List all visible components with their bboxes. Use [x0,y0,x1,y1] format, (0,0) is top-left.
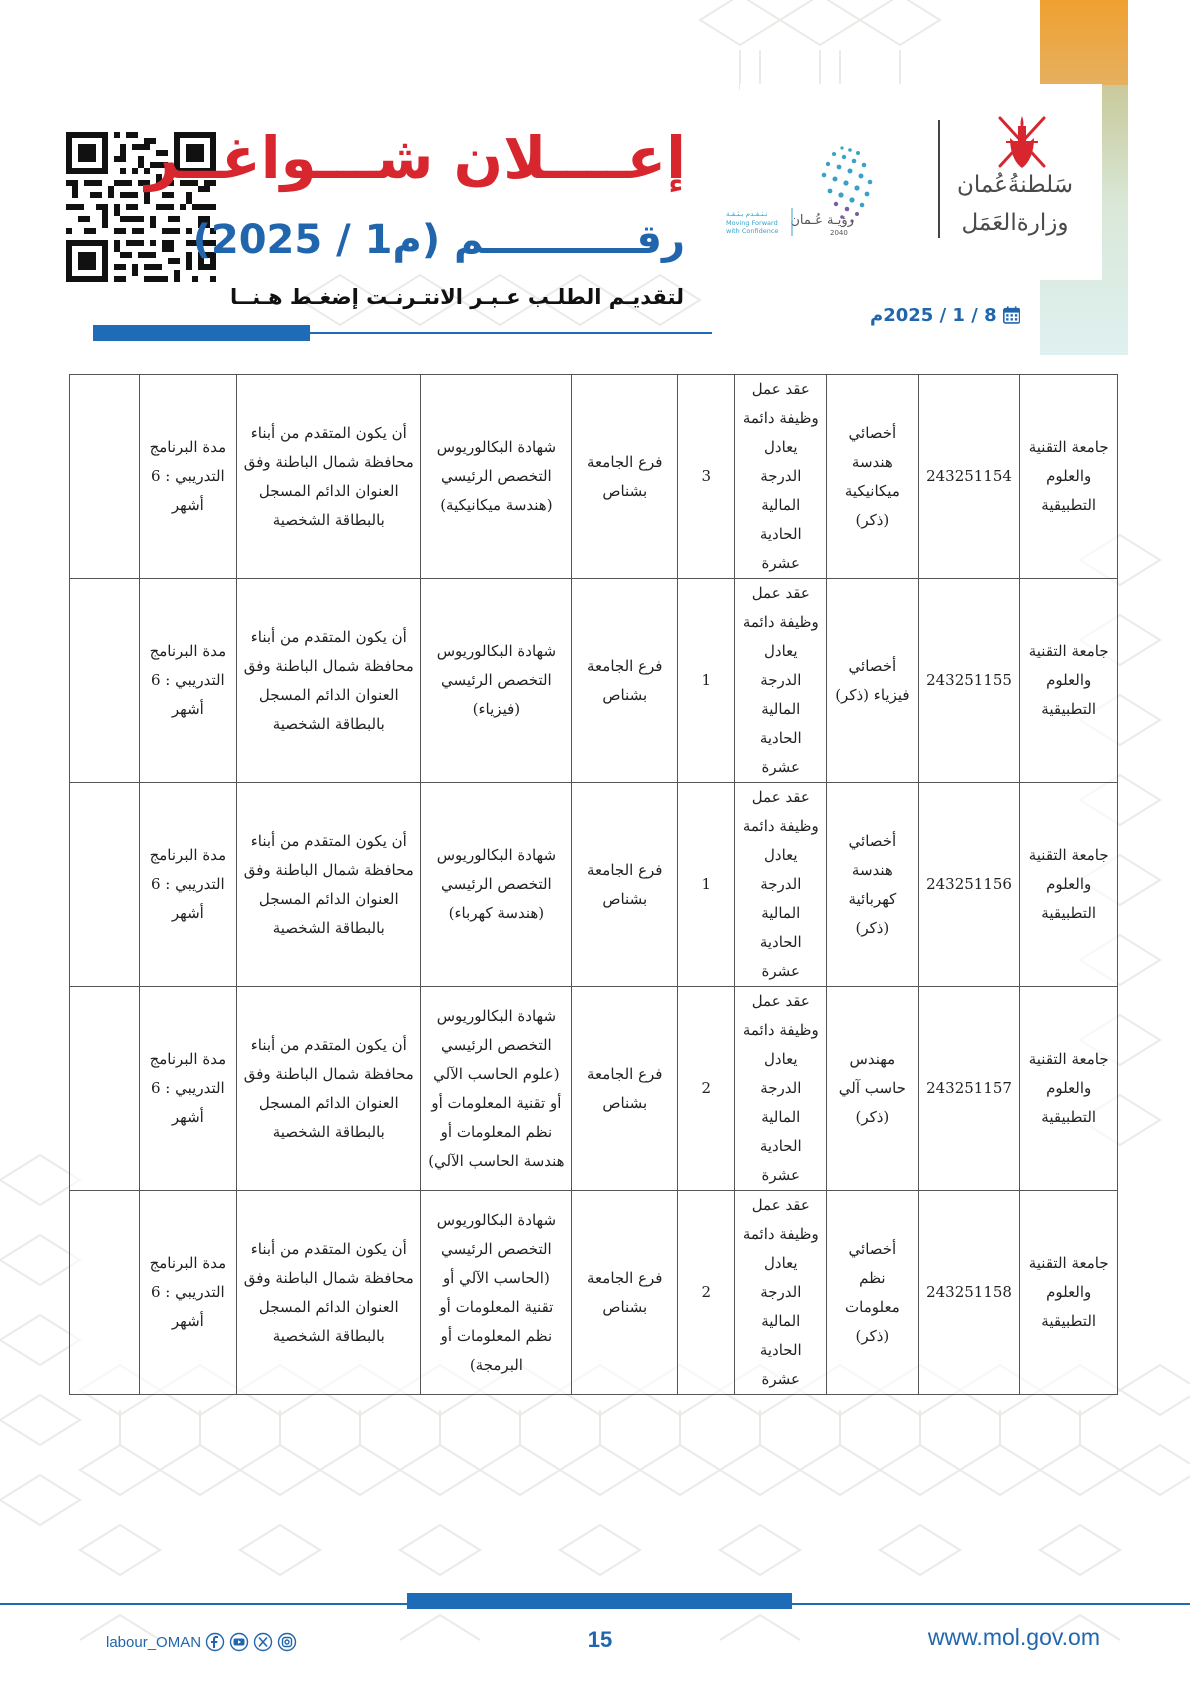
cell-contract: عقد عمل وظيفة دائمة يعادل الدرجة المالية الحادية عشرة [735,783,827,987]
calendar-icon [1003,304,1020,326]
page-title: إعــــلان شـــواغــر [145,124,686,192]
cell-branch: فرع الجامعة بشناص [572,987,678,1191]
cell-job-code: 243251157 [918,987,1020,1191]
cell-condition: أن يكون المتقدم من أبناء محافظة شمال الباطنة وفق العنوان الدائم المسجل بالبطاقة الشخصية [237,1191,421,1395]
announcement-number: رقـــــــــــم (م1 / 2025) [192,217,685,263]
table-row [70,987,1118,1191]
cell-qualification: شهادة البكالوريوس التخصص الرئيسي (هندسة كهرباء) [421,783,572,987]
ministry-line-sultanate: سَلطنةُعُمان [957,172,1073,198]
cell-note: مدة البرنامج التدريبي : 6 أشهر [139,579,237,783]
cell-job-title: أخصائي فيزياء (ذكر) [827,579,919,783]
cell-entity: جامعة التقنية والعلوم التطبيقية [1020,579,1118,783]
cell-blank [70,987,140,1191]
cell-branch: فرع الجامعة بشناص [572,375,678,579]
cell-qualification: شهادة البكالوريوس التخصص الرئيسي (الحاسب الآلي أو تقنية المعلومات أو نظم المعلومات أو البرمجة) [421,1191,572,1395]
cell-job-title: أخصائي هندسة ميكانيكية (ذكر) [827,375,919,579]
cell-count: 2 [678,987,735,1191]
cell-count: 2 [678,1191,735,1395]
cell-qualification: شهادة البكالوريوس التخصص الرئيسي (علوم الحاسب الآلي أو تقنية المعلومات أو نظم المعلومات أو هندسة الحاسب الآلي) [421,987,572,1191]
cell-entity: جامعة التقنية والعلوم التطبيقية [1020,375,1118,579]
cell-contract: عقد عمل وظيفة دائمة يعادل الدرجة المالية الحادية عشرة [735,987,827,1191]
corner-accent-bar [1040,0,1128,85]
social-handle[interactable]: labour_OMAN [106,1633,202,1651]
cell-count: 3 [678,375,735,579]
instagram-icon[interactable] [277,1632,297,1652]
logo-divider [938,120,940,238]
cell-condition: أن يكون المتقدم من أبناء محافظة شمال الباطنة وفق العنوان الدائم المسجل بالبطاقة الشخصية [237,987,421,1191]
ministry-line-labour: وزارةالعَمَل [961,210,1069,236]
vision-tag-en1: Moving Forward [726,219,778,227]
footer-line-accent [407,1593,792,1609]
cell-note: مدة البرنامج التدريبي : 6 أشهر [139,783,237,987]
vacancies-table [69,374,1118,1395]
oman-vision-2040-logo [722,138,922,248]
cell-note: مدة البرنامج التدريبي : 6 أشهر [139,987,237,1191]
vision-year: 2040 [830,229,848,237]
cell-branch: فرع الجامعة بشناص [572,579,678,783]
cell-note: مدة البرنامج التدريبي : 6 أشهر [139,1191,237,1395]
table-row [70,1191,1118,1395]
cell-contract: عقد عمل وظيفة دائمة يعادل الدرجة المالية الحادية عشرة [735,1191,827,1395]
x-icon[interactable] [253,1632,273,1652]
vision-tag-en2: with Confidence [726,227,779,235]
cell-entity: جامعة التقنية والعلوم التطبيقية [1020,1191,1118,1395]
cell-blank [70,783,140,987]
cell-condition: أن يكون المتقدم من أبناء محافظة شمال الباطنة وفق العنوان الدائم المسجل بالبطاقة الشخصية [237,579,421,783]
cell-entity: جامعة التقنية والعلوم التطبيقية [1020,783,1118,987]
facebook-icon[interactable] [205,1632,225,1652]
cell-job-code: 243251154 [918,375,1020,579]
cell-condition: أن يكون المتقدم من أبناء محافظة شمال الباطنة وفق العنوان الدائم المسجل بالبطاقة الشخصية [237,783,421,987]
page-number: 15 [587,1627,613,1652]
announcement-date [870,300,1020,330]
cell-job-title: مهندس حاسب آلي (ذكر) [827,987,919,1191]
cell-condition: أن يكون المتقدم من أبناء محافظة شمال الباطنة وفق العنوان الدائم المسجل بالبطاقة الشخصية [237,375,421,579]
title-underline-accent [93,325,310,341]
cell-blank [70,1191,140,1395]
cell-job-code: 243251155 [918,579,1020,783]
table-row [70,375,1118,579]
date-text: 8 / 1 / 2025م [870,304,997,326]
cell-job-code: 243251156 [918,783,1020,987]
cell-contract: عقد عمل وظيفة دائمة يعادل الدرجة المالية الحادية عشرة [735,579,827,783]
ministry-logo-text [950,166,1080,246]
cell-job-title: أخصائي نظم معلومات (ذكر) [827,1191,919,1395]
cell-note: مدة البرنامج التدريبي : 6 أشهر [139,375,237,579]
cell-blank [70,375,140,579]
cell-branch: فرع الجامعة بشناص [572,1191,678,1395]
table-row [70,579,1118,783]
apply-online-link[interactable]: لتقديـم الطلـب عـبـر الانتـرنـت إضغـط هـنــا [229,285,684,309]
vision-tag-ar: نـتـقـدم بـثـقـة [726,210,768,218]
cell-entity: جامعة التقنية والعلوم التطبيقية [1020,987,1118,1191]
cell-job-title: أخصائي هندسة كهربائية (ذكر) [827,783,919,987]
cell-contract: عقد عمل وظيفة دائمة يعادل الدرجة المالية الحادية عشرة [735,375,827,579]
cell-branch: فرع الجامعة بشناص [572,783,678,987]
social-links [106,1629,297,1655]
website-link[interactable]: www.mol.gov.om [927,1624,1100,1650]
cell-qualification: شهادة البكالوريوس التخصص الرئيسي (هندسة ميكانيكية) [421,375,572,579]
cell-job-code: 243251158 [918,1191,1020,1395]
table-row [70,783,1118,987]
cell-count: 1 [678,579,735,783]
vision-title: رؤيـة عُـمان [790,213,854,228]
cell-qualification: شهادة البكالوريوس التخصص الرئيسي (فيزياء) [421,579,572,783]
cell-blank [70,579,140,783]
youtube-icon[interactable] [229,1632,249,1652]
oman-emblem-icon [992,112,1052,174]
cell-count: 1 [678,783,735,987]
